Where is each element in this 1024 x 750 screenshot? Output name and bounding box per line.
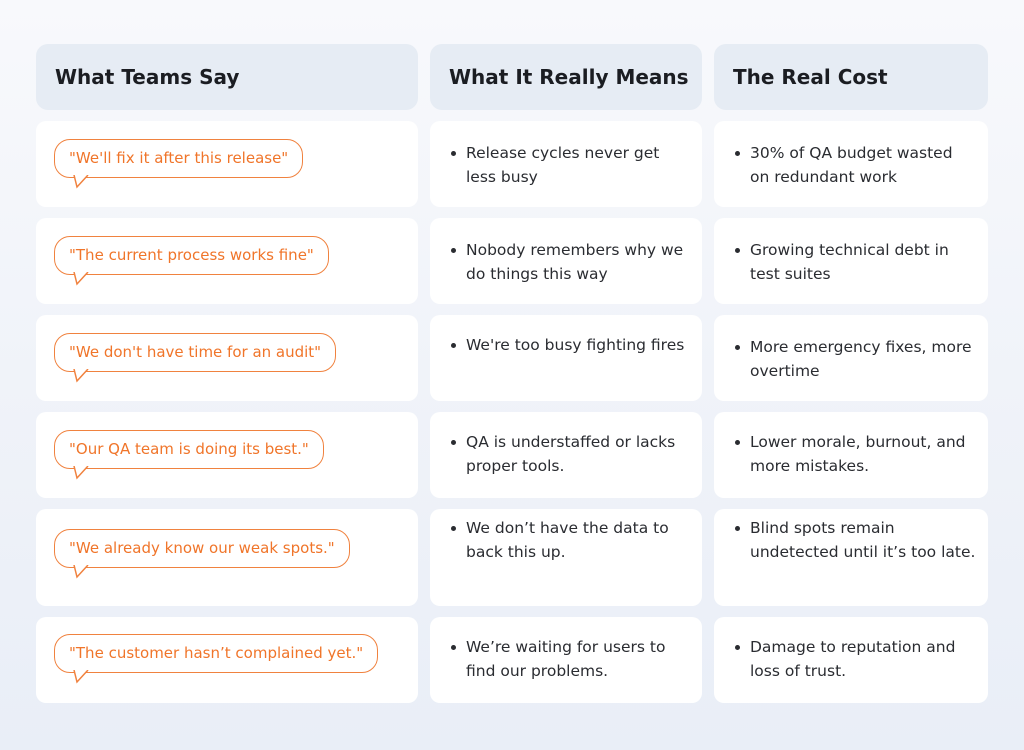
bubble-tail-icon bbox=[73, 272, 89, 286]
quote-bubble bbox=[54, 236, 329, 275]
quote-text: "We already know our weak spots." bbox=[69, 539, 335, 557]
cost-cell bbox=[714, 315, 988, 401]
say-cell bbox=[36, 617, 418, 703]
cost-text: Damage to reputation and loss of trust. bbox=[714, 635, 988, 683]
quote-text: "Our QA team is doing its best." bbox=[69, 440, 309, 458]
cost-cell bbox=[714, 412, 988, 498]
cost-text: More emergency fixes, more overtime bbox=[714, 335, 988, 383]
means-cell bbox=[430, 617, 702, 703]
quote-bubble bbox=[54, 139, 303, 178]
cost-cell bbox=[714, 509, 988, 606]
header-what-teams-say: What Teams Say bbox=[36, 44, 418, 110]
bubble-tail-icon bbox=[73, 565, 89, 579]
say-cell bbox=[36, 121, 418, 207]
quote-bubble bbox=[54, 529, 350, 568]
quote-text: "We don't have time for an audit" bbox=[69, 343, 322, 361]
means-text: QA is understaffed or lacks proper tools. bbox=[430, 430, 702, 478]
cost-cell bbox=[714, 218, 988, 304]
cost-text: 30% of QA budget wasted on redundant work bbox=[714, 141, 988, 189]
quote-text: "The current process works fine" bbox=[69, 246, 314, 264]
cost-cell bbox=[714, 121, 988, 207]
say-cell bbox=[36, 412, 418, 498]
say-cell bbox=[36, 315, 418, 401]
say-cell bbox=[36, 509, 418, 606]
bubble-tail-icon bbox=[73, 175, 89, 189]
bubble-tail-icon bbox=[73, 670, 89, 684]
cost-text: Lower morale, burnout, and more mistakes. bbox=[714, 430, 988, 478]
quote-bubble bbox=[54, 333, 336, 372]
means-text: We're too busy fighting fires bbox=[430, 333, 702, 357]
means-text: Release cycles never get less busy bbox=[430, 141, 702, 189]
quote-bubble bbox=[54, 430, 324, 469]
cost-text: Blind spots remain undetected until it’s too late. bbox=[714, 516, 988, 564]
quote-bubble bbox=[54, 634, 378, 673]
header-the-real-cost: The Real Cost bbox=[714, 44, 988, 110]
header-what-it-really-means: What It Really Means bbox=[430, 44, 702, 110]
means-cell bbox=[430, 218, 702, 304]
cost-cell bbox=[714, 617, 988, 703]
means-text: We’re waiting for users to find our problems. bbox=[430, 635, 702, 683]
means-cell bbox=[430, 509, 702, 606]
comparison-table bbox=[36, 44, 988, 703]
cost-text: Growing technical debt in test suites bbox=[714, 238, 988, 286]
bubble-tail-icon bbox=[73, 466, 89, 480]
say-cell bbox=[36, 218, 418, 304]
means-text: Nobody remembers why we do things this way bbox=[430, 238, 702, 286]
means-cell bbox=[430, 412, 702, 498]
means-text: We don’t have the data to back this up. bbox=[430, 516, 702, 564]
bubble-tail-icon bbox=[73, 369, 89, 383]
means-cell bbox=[430, 121, 702, 207]
quote-text: "The customer hasn’t complained yet." bbox=[69, 644, 364, 662]
quote-text: "We'll fix it after this release" bbox=[69, 149, 289, 167]
means-cell bbox=[430, 315, 702, 401]
